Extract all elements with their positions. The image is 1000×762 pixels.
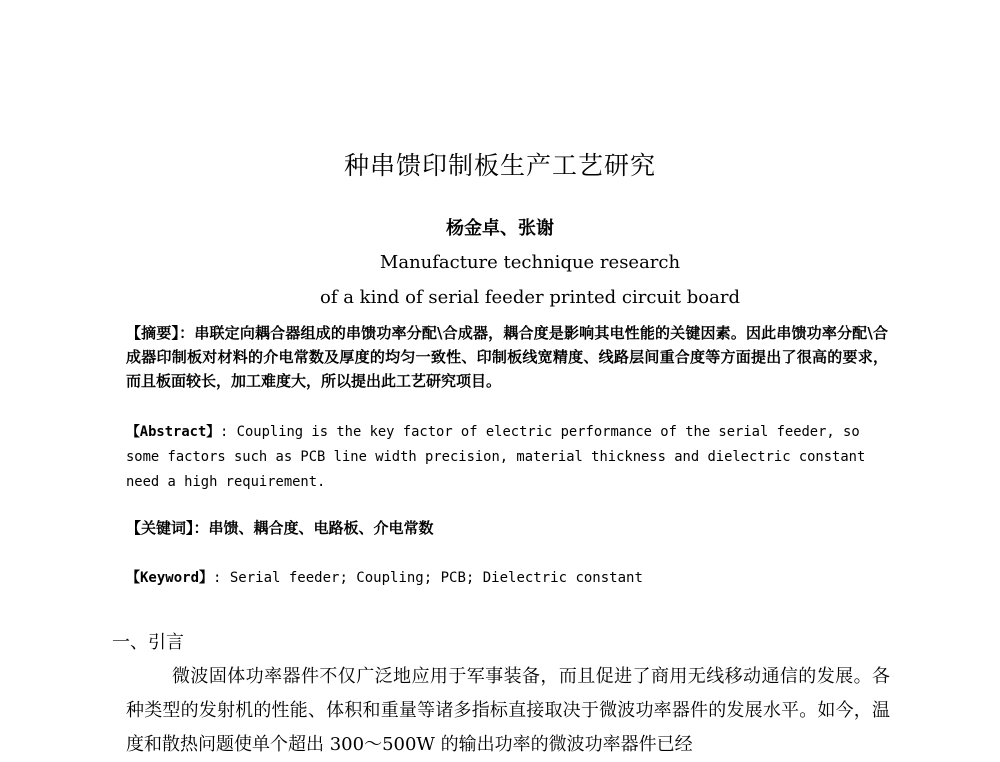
chinese-abstract-text: 串联定向耦合器组成的串馈功率分配\合成器，耦合度是影响其电性能的关键因素。因此串馈功率分配\合成器印制板对材料的介电常数及厚度的均匀一致性、印制板线宽精度、线路层间重合度等方面提出了很高的要求，而且板面较长，加工难度大，所以提出此工艺研究项目。	[126, 324, 888, 390]
chinese-keywords	[126, 517, 434, 538]
section-heading-introduction: 一、引言	[112, 632, 184, 653]
english-keywords-text: : Serial feeder; Coupling; PCB; Dielectric constant	[213, 570, 643, 586]
paper-title: 种串馈印制板生产工艺研究	[343, 151, 656, 180]
english-abstract-text: : Coupling is the key factor of electric performance of the serial feeder, so some factors such as PCB line width precision, material thickness and dielectric constant need a high requirement.	[126, 424, 866, 490]
english-keywords	[126, 567, 643, 587]
paper-authors: 杨金卓、张谢	[446, 218, 554, 239]
body-paragraph: 微波固体功率器件不仅广泛地应用于军事装备，而且促进了商用无线移动通信的发展。各种类型的发射机的性能、体积和重量等诸多指标直接取决于微波功率器件的发展水平。如今，温度和散热问题使单个超出 300～500W 的输出功率的微波功率器件已经	[126, 666, 890, 755]
english-abstract	[126, 420, 896, 495]
chinese-abstract	[126, 321, 888, 393]
english-abstract-label: 【Abstract】	[126, 424, 221, 440]
english-title-line-2: of a kind of serial feeder printed circuit board	[320, 287, 740, 308]
chinese-keywords-label: 【关键词】：	[126, 519, 209, 537]
english-keywords-label: 【Keyword】	[126, 570, 214, 586]
chinese-keywords-text: 串馈、耦合度、电路板、介电常数	[208, 519, 434, 537]
chinese-abstract-label: 【摘要】：	[126, 324, 195, 342]
english-title-line-1: Manufacture technique research	[379, 252, 681, 273]
